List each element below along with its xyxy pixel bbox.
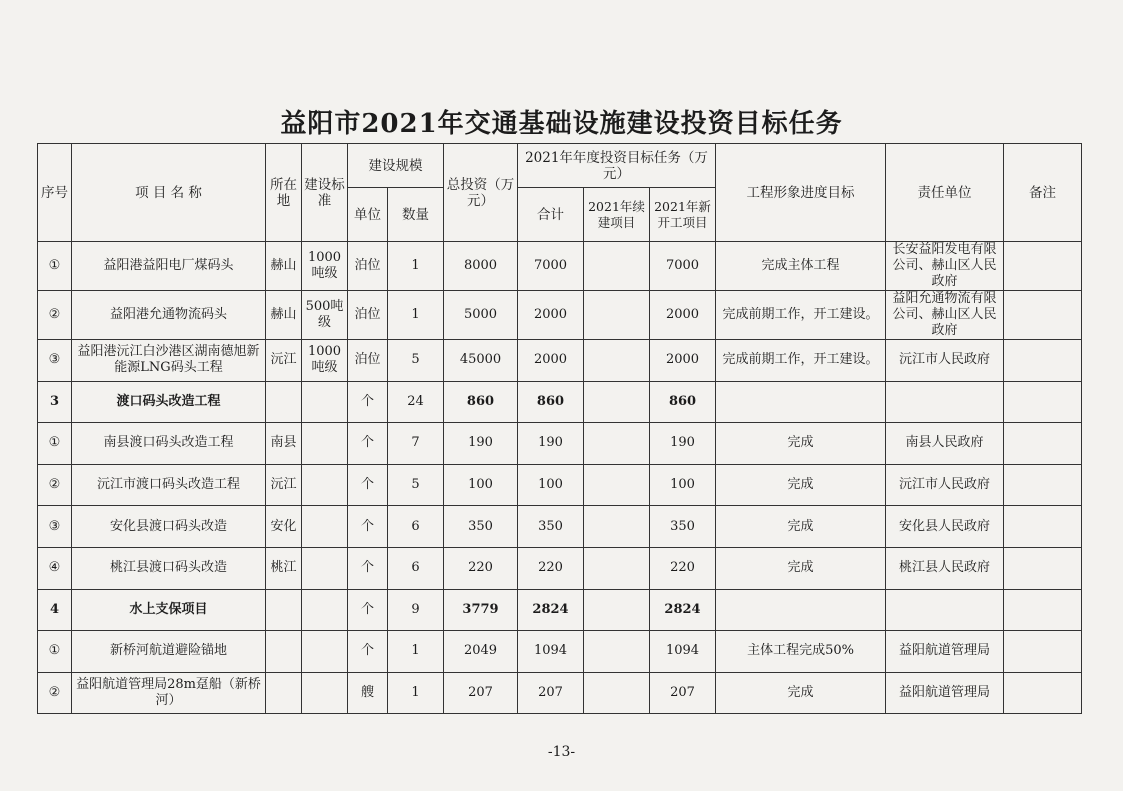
cell-responsible: 沅江市人民政府: [886, 340, 1004, 382]
cell-remark: [1004, 381, 1082, 423]
page-title: 益阳市2021年交通基础设施建设投资目标任务: [280, 109, 843, 139]
cell-seq: 4: [38, 589, 72, 631]
cell-quantity: 7: [388, 423, 444, 465]
header-annual: 2021年年度投资目标任务（万元）: [518, 144, 716, 188]
cell-unit: 个: [348, 506, 388, 548]
cell-name: 新桥河航道避险锚地: [72, 631, 266, 673]
table-row: [38, 464, 1082, 506]
cell-new: 100: [650, 464, 716, 506]
cell-seq: ③: [38, 506, 72, 548]
cell-total: 220: [444, 547, 518, 589]
cell-continuing: [584, 381, 650, 423]
cell-continuing: [584, 242, 650, 291]
cell-standard: [302, 464, 348, 506]
cell-new: 2824: [650, 589, 716, 631]
header-continuing: 2021年续建项目: [584, 188, 650, 242]
cell-standard: 1000吨级: [302, 340, 348, 382]
cell-total: 350: [444, 506, 518, 548]
cell-unit: 个: [348, 423, 388, 465]
cell-location: 沅江: [266, 340, 302, 382]
cell-responsible: [886, 381, 1004, 423]
cell-continuing: [584, 291, 650, 340]
cell-sum: 2000: [518, 340, 584, 382]
table-row: [38, 291, 1082, 340]
cell-total: 8000: [444, 242, 518, 291]
cell-standard: 500吨级: [302, 291, 348, 340]
table-row-section: [38, 589, 1082, 631]
cell-standard: [302, 672, 348, 714]
cell-unit: 个: [348, 631, 388, 673]
cell-continuing: [584, 631, 650, 673]
cell-name: 益阳港允通物流码头: [72, 291, 266, 340]
cell-seq: ①: [38, 631, 72, 673]
cell-remark: [1004, 464, 1082, 506]
cell-location: [266, 631, 302, 673]
cell-standard: 1000吨级: [302, 242, 348, 291]
cell-location: [266, 381, 302, 423]
cell-new: 860: [650, 381, 716, 423]
cell-remark: [1004, 340, 1082, 382]
table-row: [38, 242, 1082, 291]
cell-continuing: [584, 672, 650, 714]
cell-seq: ②: [38, 291, 72, 340]
cell-unit: 泊位: [348, 242, 388, 291]
header-scale: 建设规模: [348, 144, 444, 188]
cell-seq: ①: [38, 423, 72, 465]
header-responsible: 责任单位: [886, 144, 1004, 242]
cell-quantity: 1: [388, 672, 444, 714]
cell-location: 南县: [266, 423, 302, 465]
cell-quantity: 1: [388, 291, 444, 340]
cell-unit: 个: [348, 589, 388, 631]
cell-unit: 个: [348, 547, 388, 589]
cell-total: 190: [444, 423, 518, 465]
cell-new: 190: [650, 423, 716, 465]
header-unit: 单位: [348, 188, 388, 242]
header-standard: 建设标准: [302, 144, 348, 242]
cell-new: 207: [650, 672, 716, 714]
cell-unit: 个: [348, 464, 388, 506]
cell-name: 益阳港沅江白沙港区湖南德旭新能源LNG码头工程: [72, 340, 266, 382]
investment-table: [37, 143, 1082, 714]
header-quantity: 数量: [388, 188, 444, 242]
cell-progress: 完成: [716, 464, 886, 506]
cell-responsible: 桃江县人民政府: [886, 547, 1004, 589]
cell-location: [266, 672, 302, 714]
cell-name: 水上支保项目: [72, 589, 266, 631]
cell-progress: 完成: [716, 672, 886, 714]
cell-remark: [1004, 423, 1082, 465]
cell-remark: [1004, 631, 1082, 673]
cell-quantity: 1: [388, 631, 444, 673]
cell-progress: [716, 589, 886, 631]
cell-seq: 3: [38, 381, 72, 423]
cell-name: 安化县渡口码头改造: [72, 506, 266, 548]
header-remark: 备注: [1004, 144, 1082, 242]
table-row: [38, 631, 1082, 673]
cell-responsible: [886, 589, 1004, 631]
cell-progress: 完成前期工作，开工建设。: [716, 340, 886, 382]
cell-new: 350: [650, 506, 716, 548]
cell-standard: [302, 589, 348, 631]
cell-unit: 艘: [348, 672, 388, 714]
cell-location: 赫山: [266, 291, 302, 340]
cell-total: 3779: [444, 589, 518, 631]
cell-remark: [1004, 506, 1082, 548]
cell-total: 860: [444, 381, 518, 423]
cell-sum: 220: [518, 547, 584, 589]
table-row: [38, 672, 1082, 714]
cell-unit: 泊位: [348, 291, 388, 340]
table-row: [38, 340, 1082, 382]
cell-continuing: [584, 340, 650, 382]
cell-total: 2049: [444, 631, 518, 673]
cell-continuing: [584, 423, 650, 465]
cell-name: 渡口码头改造工程: [72, 381, 266, 423]
cell-sum: 2000: [518, 291, 584, 340]
cell-standard: [302, 547, 348, 589]
cell-responsible: 益阳航道管理局: [886, 672, 1004, 714]
header-total: 总投资（万元）: [444, 144, 518, 242]
cell-seq: ①: [38, 242, 72, 291]
cell-continuing: [584, 589, 650, 631]
cell-quantity: 6: [388, 547, 444, 589]
cell-remark: [1004, 291, 1082, 340]
cell-remark: [1004, 672, 1082, 714]
header-location: 所在地: [266, 144, 302, 242]
header-new: 2021年新开工项目: [650, 188, 716, 242]
cell-sum: 190: [518, 423, 584, 465]
cell-progress: 完成: [716, 547, 886, 589]
cell-progress: [716, 381, 886, 423]
cell-new: 220: [650, 547, 716, 589]
cell-seq: ②: [38, 672, 72, 714]
table-row-section: [38, 381, 1082, 423]
cell-progress: 完成前期工作，开工建设。: [716, 291, 886, 340]
cell-name: 南县渡口码头改造工程: [72, 423, 266, 465]
cell-sum: 860: [518, 381, 584, 423]
cell-new: 1094: [650, 631, 716, 673]
cell-new: 2000: [650, 291, 716, 340]
cell-total: 45000: [444, 340, 518, 382]
cell-sum: 100: [518, 464, 584, 506]
table-row: [38, 423, 1082, 465]
cell-seq: ②: [38, 464, 72, 506]
cell-standard: [302, 506, 348, 548]
cell-remark: [1004, 242, 1082, 291]
cell-unit: 泊位: [348, 340, 388, 382]
cell-location: [266, 589, 302, 631]
cell-responsible: 沅江市人民政府: [886, 464, 1004, 506]
cell-responsible: 益阳允通物流有限公司、赫山区人民政府: [886, 291, 1004, 340]
cell-progress: 完成主体工程: [716, 242, 886, 291]
cell-new: 7000: [650, 242, 716, 291]
cell-sum: 350: [518, 506, 584, 548]
cell-name: 沅江市渡口码头改造工程: [72, 464, 266, 506]
header-seq: 序号: [38, 144, 72, 242]
cell-responsible: 长安益阳发电有限公司、赫山区人民政府: [886, 242, 1004, 291]
cell-continuing: [584, 506, 650, 548]
cell-standard: [302, 381, 348, 423]
table-row: [38, 547, 1082, 589]
cell-standard: [302, 423, 348, 465]
cell-sum: 7000: [518, 242, 584, 291]
header-name: 项 目 名 称: [72, 144, 266, 242]
cell-quantity: 6: [388, 506, 444, 548]
cell-new: 2000: [650, 340, 716, 382]
cell-continuing: [584, 547, 650, 589]
cell-continuing: [584, 464, 650, 506]
cell-total: 100: [444, 464, 518, 506]
cell-quantity: 24: [388, 381, 444, 423]
cell-progress: 主体工程完成50%: [716, 631, 886, 673]
cell-quantity: 5: [388, 464, 444, 506]
cell-responsible: 南县人民政府: [886, 423, 1004, 465]
cell-seq: ③: [38, 340, 72, 382]
cell-location: 沅江: [266, 464, 302, 506]
cell-remark: [1004, 547, 1082, 589]
cell-seq: ④: [38, 547, 72, 589]
cell-unit: 个: [348, 381, 388, 423]
table-row: [38, 506, 1082, 548]
page-number: -13-: [547, 744, 576, 760]
cell-progress: 完成: [716, 423, 886, 465]
cell-sum: 207: [518, 672, 584, 714]
cell-total: 207: [444, 672, 518, 714]
cell-responsible: 安化县人民政府: [886, 506, 1004, 548]
cell-total: 5000: [444, 291, 518, 340]
cell-name: 桃江县渡口码头改造: [72, 547, 266, 589]
cell-sum: 2824: [518, 589, 584, 631]
cell-quantity: 1: [388, 242, 444, 291]
cell-location: 赫山: [266, 242, 302, 291]
cell-quantity: 9: [388, 589, 444, 631]
header-progress: 工程形象进度目标: [716, 144, 886, 242]
cell-standard: [302, 631, 348, 673]
cell-location: 桃江: [266, 547, 302, 589]
cell-name: 益阳航道管理局28m趸船（新桥河）: [72, 672, 266, 714]
cell-quantity: 5: [388, 340, 444, 382]
cell-responsible: 益阳航道管理局: [886, 631, 1004, 673]
cell-sum: 1094: [518, 631, 584, 673]
cell-name: 益阳港益阳电厂煤码头: [72, 242, 266, 291]
header-sum: 合计: [518, 188, 584, 242]
cell-progress: 完成: [716, 506, 886, 548]
cell-remark: [1004, 589, 1082, 631]
cell-location: 安化: [266, 506, 302, 548]
